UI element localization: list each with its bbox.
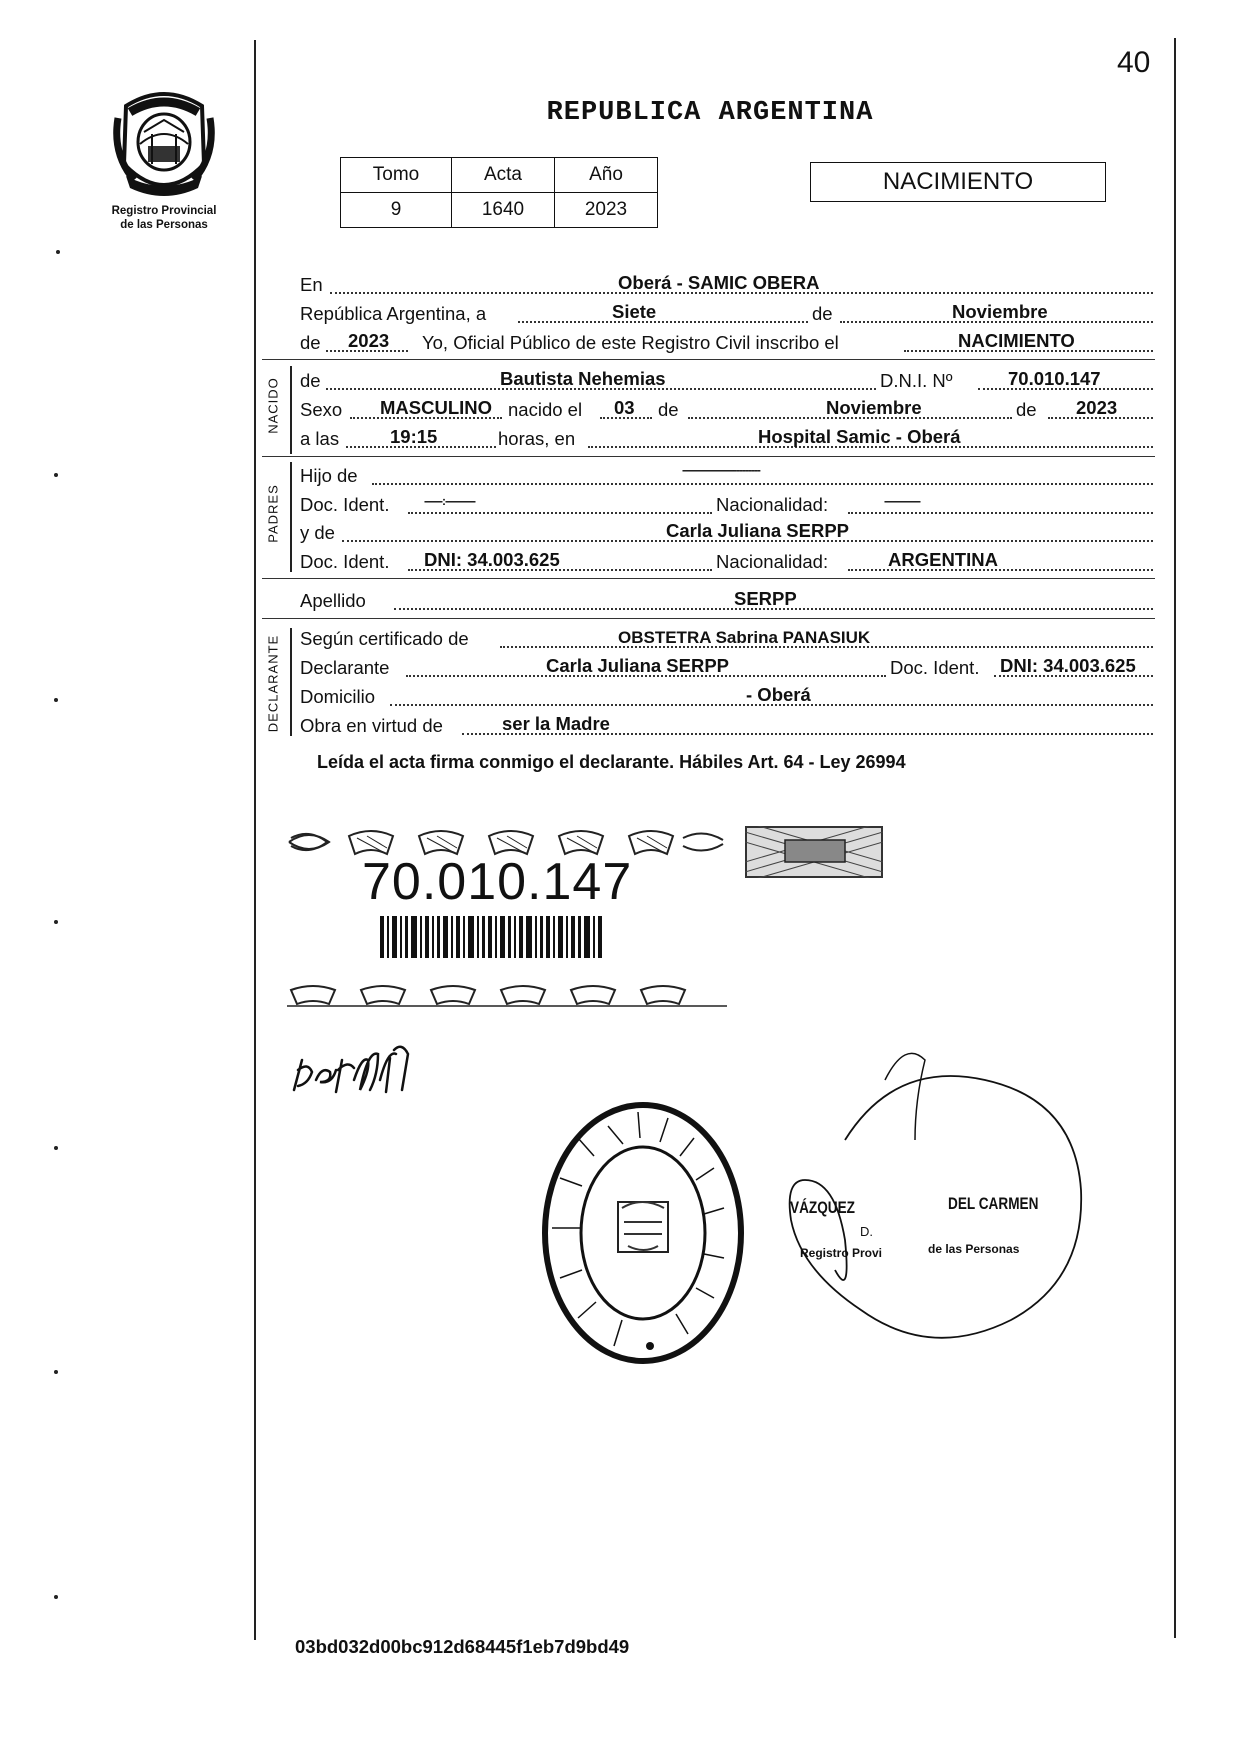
acta-header: Acta [452, 158, 555, 193]
stamp-name-end: DEL CARMEN [948, 1194, 1039, 1213]
address-row [300, 684, 1155, 710]
document-hash: 03bd032d00bc912d68445f1eb7d9bd49 [295, 1636, 630, 1657]
mother-name: Carla Juliana SERPP [666, 520, 850, 541]
security-hologram-icon [745, 826, 883, 878]
punch-mark [56, 250, 60, 254]
born-de1: de [658, 399, 679, 420]
official-signature [785, 1040, 1085, 1350]
cert-label: Según certificado de [300, 628, 469, 649]
born-month: Noviembre [826, 397, 922, 418]
section-divider [262, 456, 1155, 457]
father-name: -------------------------- [682, 463, 760, 477]
time-row [300, 426, 1155, 452]
declarant-value: Carla Juliana SERPP [546, 655, 730, 676]
parents-section-label: PADRES [265, 484, 281, 543]
capacity-label: Obra en virtud de [300, 715, 443, 736]
surname-row [300, 588, 1155, 614]
mother-row [300, 520, 1155, 546]
left-margin-line [254, 40, 256, 1640]
record-table-value-row [341, 193, 658, 228]
dotted-line [518, 321, 808, 323]
of-label: de [812, 303, 833, 324]
birth-place-value: Hospital Samic - Oberá [758, 426, 961, 447]
born-label: nacido el [508, 399, 583, 420]
hours-label: horas, en [498, 428, 576, 449]
right-margin-line [1174, 38, 1176, 1638]
born-day: 03 [614, 397, 635, 418]
born-dni-value: 70.010.147 [1008, 368, 1101, 389]
official-stamp [790, 1194, 1070, 1288]
security-guilloche-bottom [287, 984, 727, 1010]
time-value: 19:15 [390, 426, 438, 447]
date-label: República Argentina, a [300, 303, 487, 324]
declarant-signature [290, 1040, 460, 1100]
and-of-label: y de [300, 522, 335, 543]
surname-label: Apellido [300, 590, 366, 611]
father-row [300, 463, 1155, 489]
registry-name-line1: Registro Provincial [111, 205, 217, 217]
record-table [340, 157, 658, 228]
declarant-label: Declarante [300, 657, 390, 678]
record-table-header-row [341, 158, 658, 193]
country-title: REPUBLICA ARGENTINA [546, 98, 874, 128]
section-divider [262, 618, 1155, 619]
father-nat-label: Nacionalidad: [716, 494, 829, 515]
act-type-box: NACIMIENTO [810, 162, 1106, 202]
declarant-doc-label: Doc. Ident. [890, 657, 980, 678]
month-value: Noviembre [952, 301, 1048, 322]
stamp-registry-start: Registro Provi [800, 1246, 883, 1260]
registry-seal [538, 1098, 748, 1368]
punch-mark [54, 1146, 58, 1150]
date-row [300, 301, 1155, 327]
father-doc-label: Doc. Ident. [300, 494, 390, 515]
capacity-value: ser la Madre [502, 713, 610, 734]
registry-name-line2: de las Personas [120, 219, 208, 231]
registry-name [92, 204, 236, 232]
declarant-row [300, 655, 1155, 681]
certificate-row [300, 626, 1155, 652]
page-number: 40 [1117, 46, 1151, 79]
born-section-label: NACIDO [265, 377, 281, 434]
sex-value: MASCULINO [380, 397, 493, 418]
mother-doc-label: Doc. Ident. [300, 551, 390, 572]
section-divider [262, 359, 1155, 360]
place-label: En [300, 274, 323, 295]
dotted-line [372, 483, 1153, 485]
father-doc-value: ------:---------- [424, 494, 475, 508]
year-prefix: de [300, 332, 321, 353]
tomo-value: 9 [341, 193, 452, 228]
born-name-label: de [300, 370, 321, 391]
place-row [300, 272, 1155, 298]
declarant-section-label: DECLARANTE [265, 634, 281, 733]
address-value: - Oberá [746, 684, 811, 705]
year-value: 2023 [348, 330, 390, 351]
dotted-line [408, 512, 712, 514]
capacity-row [300, 713, 1155, 739]
closing-text: Leída el acta firma conmigo el declarante. Hábiles Art. 64 - Ley 26994 [317, 752, 906, 772]
punch-mark [54, 920, 58, 924]
born-name-value: Bautista Nehemias [500, 368, 666, 389]
anio-header: Año [555, 158, 658, 193]
event-value: NACIMIENTO [958, 330, 1075, 351]
place-value: Oberá - SAMIC OBERA [618, 272, 820, 293]
dotted-line [848, 512, 1153, 514]
provincial-crest-icon [108, 84, 220, 204]
sex-row [300, 397, 1155, 423]
stamp-title: D. [860, 1224, 873, 1239]
time-label: a las [300, 428, 340, 449]
barcode-icon [380, 916, 602, 958]
day-value: Siete [612, 301, 657, 322]
born-de2: de [1016, 399, 1037, 420]
punch-mark [54, 1595, 58, 1599]
born-year: 2023 [1076, 397, 1118, 418]
address-label: Domicilio [300, 686, 376, 707]
section-bracket [290, 366, 292, 454]
father-nat-value: ------------ [884, 494, 920, 508]
surname-value: SERPP [734, 588, 797, 609]
section-bracket [290, 628, 292, 736]
mother-doc-row [300, 549, 1155, 575]
stamp-name-start: VÁZQUEZ [790, 1198, 855, 1217]
mother-nat-label: Nacionalidad: [716, 551, 829, 572]
cert-value: OBSTETRA Sabrina PANASIUK [618, 628, 871, 647]
security-dni-number: 70.010.147 [362, 853, 633, 911]
born-name-row [300, 368, 1155, 394]
stamp-registry-end: de las Personas [928, 1242, 1020, 1256]
sex-label: Sexo [300, 399, 343, 420]
officer-text: Yo, Oficial Público de este Registro Civil inscribo el [422, 332, 839, 353]
tomo-header: Tomo [341, 158, 452, 193]
anio-value: 2023 [555, 193, 658, 228]
section-bracket [290, 462, 292, 572]
officer-row [300, 330, 1155, 356]
punch-mark [54, 698, 58, 702]
father-doc-row [300, 492, 1155, 518]
declarant-doc-value: DNI: 34.003.625 [1000, 655, 1136, 676]
mother-doc-value: DNI: 34.003.625 [424, 549, 560, 570]
acta-value: 1640 [452, 193, 555, 228]
dni-label: D.N.I. Nº [880, 370, 953, 391]
mother-nat-value: ARGENTINA [888, 549, 998, 570]
punch-mark [54, 473, 58, 477]
punch-mark [54, 1370, 58, 1374]
section-divider [262, 578, 1155, 579]
son-of-label: Hijo de [300, 465, 358, 486]
